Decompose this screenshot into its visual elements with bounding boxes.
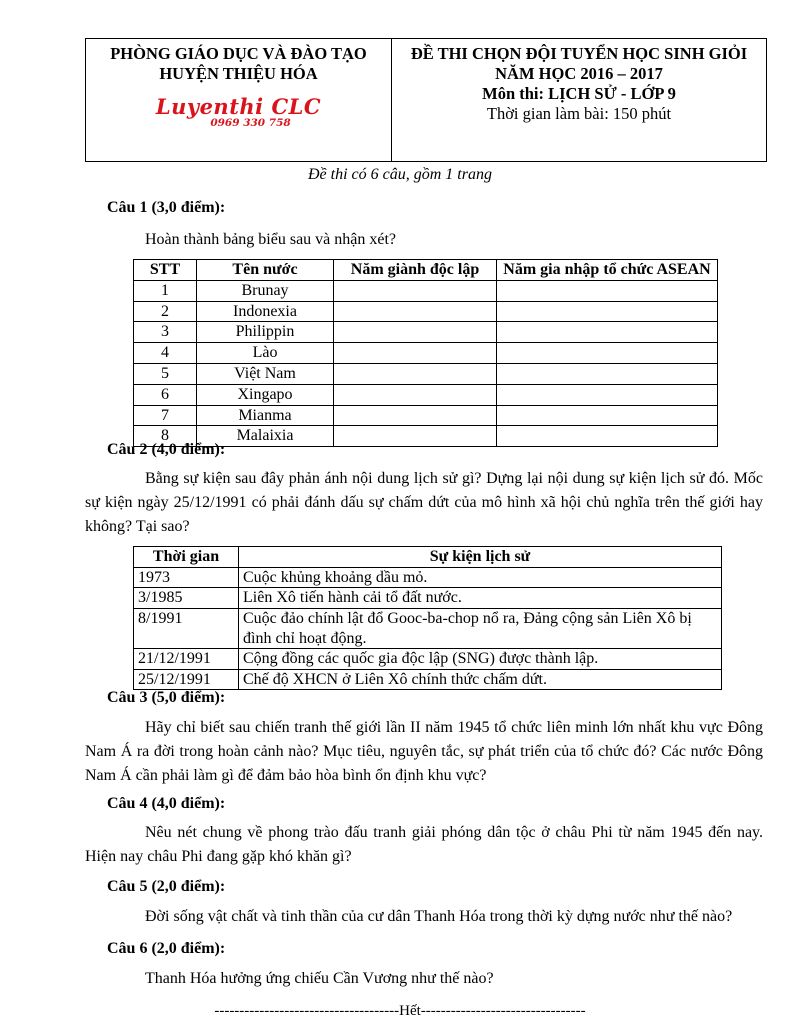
q1-cell	[334, 322, 497, 343]
q2-event: Cuộc khủng khoảng dầu mỏ.	[239, 567, 722, 588]
q2-time: 3/1985	[134, 588, 239, 609]
q2-table-header	[134, 547, 722, 568]
q2-text: Bằng sự kiện sau đây phản ánh nội dung lịch sử gì? Dựng lại nội dung sự kiện lịch sử đó. Mốc sự kiện ngày 25/12/1991 có phải đánh dấu sự chấm dứt của mô hình xã hội chủ nghĩa trên thế giới hay không? Tại sao?	[85, 470, 763, 535]
q1-cell: 3	[134, 322, 197, 343]
q4-title: Câu 4 (4,0 điểm):	[107, 795, 226, 812]
q2-time: 1973	[134, 567, 239, 588]
subject: Môn thi: LỊCH SỬ - LỚP 9	[482, 84, 676, 103]
q1-cell: 5	[134, 363, 197, 384]
q1-table-header	[134, 260, 718, 281]
q1-cell	[497, 384, 718, 405]
duration: Thời gian làm bài: 150 phút	[486, 104, 672, 123]
q1-cell	[497, 322, 718, 343]
table-row	[134, 405, 718, 426]
table-row	[134, 343, 718, 364]
q1-cell	[334, 384, 497, 405]
q1-cell: Brunay	[197, 280, 334, 301]
header-left	[86, 39, 392, 161]
q1-cell: Malaixia	[197, 426, 334, 447]
q1-cell: Xingapo	[197, 384, 334, 405]
q1-col-stt: STT	[134, 260, 197, 281]
q1-cell	[497, 426, 718, 447]
q4-text: Nêu nét chung về phong trào đấu tranh giải phóng dân tộc ở châu Phi từ năm 1945 đến nay. Hiện nay châu Phi đang gặp khó khăn gì?	[85, 824, 763, 865]
q1-cell: Việt Nam	[197, 363, 334, 384]
q1-cell	[497, 280, 718, 301]
school-year: NĂM HỌC 2016 – 2017	[495, 64, 663, 83]
table-row	[134, 384, 718, 405]
q1-cell	[334, 405, 497, 426]
logo-phone: 0969 330 758	[210, 117, 291, 129]
table-row	[134, 669, 722, 690]
table-row	[134, 322, 718, 343]
q1-cell	[334, 363, 497, 384]
q1-cell: Philippin	[197, 322, 334, 343]
q2-event: Cộng đồng các quốc gia độc lập (SNG) được thành lập.	[239, 649, 722, 670]
exam-title: ĐỀ THI CHỌN ĐỘI TUYỂN HỌC SINH GIỎI	[410, 44, 748, 63]
exam-header	[85, 38, 767, 162]
q2-event: Liên Xô tiến hành cải tổ đất nước.	[239, 588, 722, 609]
q2-event: Cuộc đảo chính lật đổ Gooc-ba-chop nổ ra, Đảng cộng sản Liên Xô bị đình chỉ hoạt động.	[239, 608, 722, 648]
logo-name: Luyenthi CLC	[155, 94, 322, 119]
q1-cell	[497, 405, 718, 426]
q2-col-time: Thời gian	[134, 547, 239, 568]
q1-cell	[334, 301, 497, 322]
q2-table	[133, 546, 722, 690]
q1-cell	[334, 280, 497, 301]
q1-cell: 4	[134, 343, 197, 364]
table-row	[134, 608, 722, 648]
q1-table	[133, 259, 718, 447]
q2-time: 21/12/1991	[134, 649, 239, 670]
end-marker: -------------------------------------Hết---------------------------------	[214, 1003, 586, 1019]
q2-title: Câu 2 (4,0 điểm):	[107, 441, 226, 458]
table-row	[134, 301, 718, 322]
q1-cell	[497, 343, 718, 364]
q1-cell	[334, 426, 497, 447]
q2-col-event: Sự kiện lịch sử	[239, 547, 722, 568]
district-name: HUYỆN THIỆU HÓA	[159, 64, 318, 83]
q1-cell: 7	[134, 405, 197, 426]
q2-time: 25/12/1991	[134, 669, 239, 690]
q1-cell: Lào	[197, 343, 334, 364]
q1-cell	[497, 301, 718, 322]
brand-logo	[86, 96, 391, 129]
table-row	[134, 567, 722, 588]
q1-text: Hoàn thành bảng biểu sau và nhận xét?	[145, 231, 397, 248]
exam-subtitle: Đề thi có 6 câu, gồm 1 trang	[308, 166, 492, 183]
q3-text: Hãy chỉ biết sau chiến tranh thế giới lần II năm 1945 tổ chức liên minh lớn nhất khu vực Đông Nam Á ra đời trong hoàn cảnh nào? Mục tiêu, nguyên tắc, sự phát triển của tổ chức đó? Các nước Đông Nam Á cần phải làm gì để đảm bảo hòa bình ổn định khu vực?	[85, 719, 763, 784]
table-row	[134, 280, 718, 301]
q6-title: Câu 6 (2,0 điểm):	[107, 940, 226, 957]
q1-cell: 1	[134, 280, 197, 301]
q5-title: Câu 5 (2,0 điểm):	[107, 878, 226, 895]
q1-cell: Indonexia	[197, 301, 334, 322]
q1-title: Câu 1 (3,0 điểm):	[107, 199, 226, 216]
q2-event: Chế độ XHCN ở Liên Xô chính thức chấm dứt.	[239, 669, 722, 690]
header-right	[392, 39, 766, 161]
q1-cell: Mianma	[197, 405, 334, 426]
q6-text: Thanh Hóa hưởng ứng chiếu Cần Vương như thế nào?	[145, 970, 494, 987]
department-name: PHÒNG GIÁO DỤC VÀ ĐÀO TẠO	[110, 44, 367, 63]
q1-cell	[497, 363, 718, 384]
q1-cell: 2	[134, 301, 197, 322]
q1-col-independence: Năm giành độc lập	[334, 260, 497, 281]
q2-time: 8/1991	[134, 608, 239, 648]
table-row	[134, 649, 722, 670]
q1-cell: 6	[134, 384, 197, 405]
q1-col-country: Tên nước	[197, 260, 334, 281]
q5-text: Đời sống vật chất và tinh thần của cư dân Thanh Hóa trong thời kỳ dựng nước như thế nào?	[145, 908, 733, 925]
q1-cell: 8	[134, 426, 197, 447]
q1-cell	[334, 343, 497, 364]
table-row	[134, 363, 718, 384]
q1-col-asean: Năm gia nhập tổ chức ASEAN	[497, 260, 718, 281]
q3-title: Câu 3 (5,0 điểm):	[107, 689, 226, 706]
table-row	[134, 588, 722, 609]
